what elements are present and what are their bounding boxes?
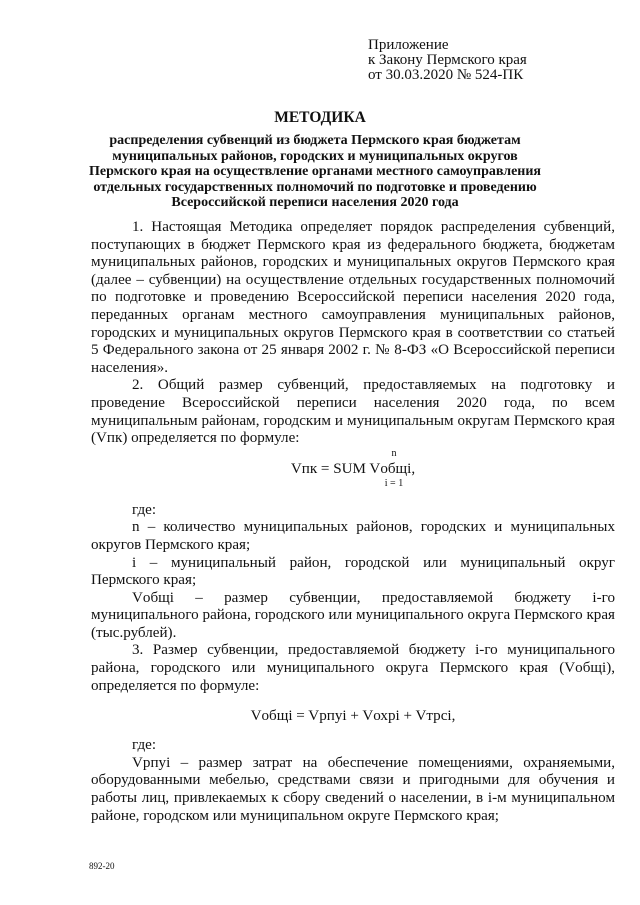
appendix-line-3: от 30.03.2020 № 524-ПК (368, 67, 524, 83)
formula-subvention (91, 707, 615, 725)
definition-vrpu: Vрпуi – размер затрат на обеспечение помещениями, охраняемыми, оборудованными мебелью, средствами связи и пригодными для обучения и работы лиц, привлекаемых к сбору сведений о населении, в i-м муниципальном районе, городском или муниципальном округе Пермского края; (91, 754, 615, 824)
document-body (91, 219, 615, 825)
paragraph-1: 1. Настоящая Методика определяет порядок распределения субвенций, поступающих в бюджет Пермского края из федерального бюджета, бюджетам муниципальных районов, городских и муниципальных округов Пермского края (далее – субвенции) на осуществление отдельных государственных полномочий по подготовке и проведению Всероссийской переписи населения 2020 года, переданных органам местного самоуправления муниципальных районов, городских и муниципальных округов Пермского края в соответствии со статьей 5 Федерального закона от 25 января 2002 г. № 8-ФЗ «О Всероссийской переписи населения». (91, 219, 615, 376)
paragraph-2: 2. Общий размер субвенций, предоставляемых на подготовку и проведение Всероссийской переписи населения 2020 года, по всем муниципальным районам, городским и муниципальным округам Пермского края (Vпк) определяется по формуле: (91, 377, 615, 447)
document-subtitle: распределения субвенций из бюджета Пермского края бюджетам муниципальных районов, городских и муниципальных округов Пермского края на осуществление органами местного самоуправления отдельных государственных полномочий по подготовке и проведению Всероссийской переписи населения 2020 года (88, 133, 542, 210)
document-title: МЕТОДИКА (274, 109, 366, 126)
appendix-line-1: Приложение (368, 37, 449, 53)
appendix-line-2: к Закону Пермского края (368, 52, 527, 68)
where-label-1: где: (132, 501, 157, 518)
formula-total-lower-limit: i = 1 (384, 477, 404, 489)
footer-code: 892-20 (89, 861, 115, 871)
where-label-2: где: (132, 737, 157, 754)
formula-subvention-expression: Vобщi = Vрпуi + Vохрi + Vтрсi, (250, 708, 456, 725)
formula-total-upper-limit: n (391, 447, 397, 459)
formula-total (91, 448, 615, 490)
definition-i: i – муниципальный район, городской или муниципальный округ Пермского края; (91, 554, 615, 589)
definition-n: n – количество муниципальных районов, городских и муниципальных округов Пермского края; (91, 519, 615, 553)
formula-total-expression: Vпк = SUM Vобщi, (290, 460, 416, 477)
appendix-reference (368, 38, 527, 83)
paragraph-3: 3. Размер субвенции, предоставляемой бюджету i-го муниципального района, городского или муниципального округа Пермского края (Vобщi), определяется по формуле: (91, 642, 615, 694)
definition-vobsh: Vобщi – размер субвенции, предоставляемой бюджету i-го муниципального района, городского или муниципального округа Пермского края (тыс.рублей). (91, 589, 615, 641)
